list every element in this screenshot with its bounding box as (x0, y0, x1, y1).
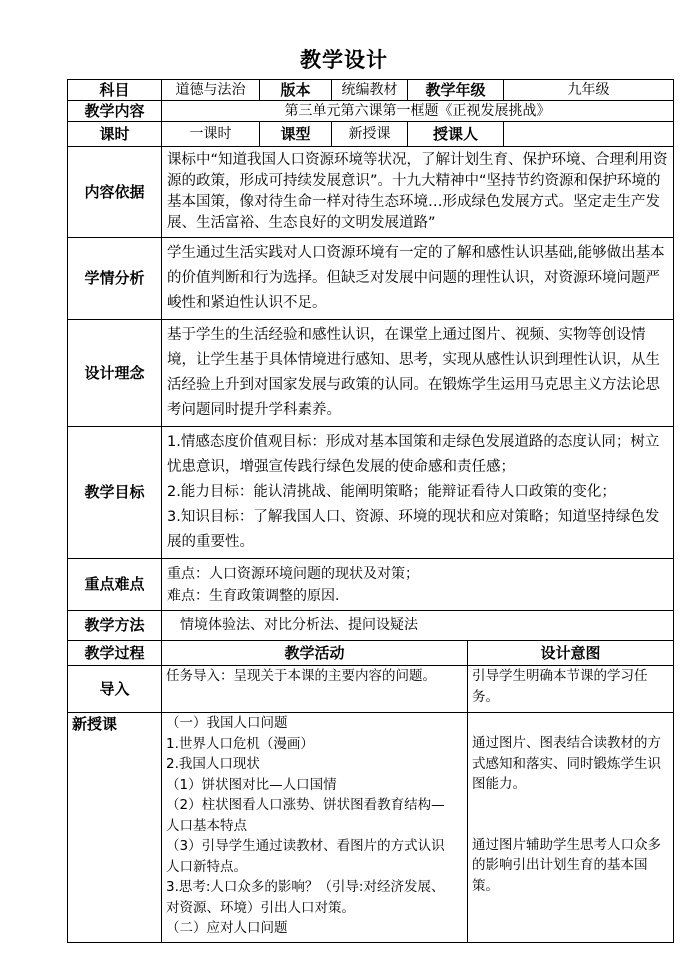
activity-line: （2）柱状图看人口涨势、饼状图看教育结构— (166, 797, 445, 813)
goals-label: 教学目标 (68, 427, 162, 559)
type-value: 新授课 (332, 122, 408, 147)
methods-text: 情境体验法、对比分析法、提问设疑法 (162, 611, 674, 641)
concept-label: 设计理念 (68, 320, 162, 427)
intent-paragraph: 通过图片辅助学生思考人口众多的影响引出计划生育的基本国策。 (472, 836, 661, 894)
keypoints-row (68, 559, 674, 611)
process-header-row (68, 641, 674, 666)
activity-line: 人口新特点。 (166, 858, 247, 875)
intro-label: 导入 (68, 666, 162, 713)
intro-intent: 引导学生明确本节课的学习任务。 (468, 666, 674, 713)
activity-line: 人口基本特点 (166, 817, 247, 834)
activity-line: 对资源、环境）引出人口对策。 (166, 899, 355, 916)
subject-label: 科目 (68, 80, 162, 101)
type-label: 课型 (260, 122, 332, 147)
lesson-plan-table (67, 79, 674, 943)
methods-label: 教学方法 (68, 611, 162, 641)
analysis-text: 学生通过生活实践对人口资源环境有一定的了解和感性认识基础,能够做出基本的价值判断和行为选择。但缺乏对发展中问题的理性认识，对资源环境问题严峻性和紧迫性认识不足。 (162, 238, 674, 320)
intro-activity: 任务导入：呈现关于本课的主要内容的问题。 (162, 666, 468, 713)
content-row (68, 101, 674, 122)
goal-item: 2.能力目标：能认清挑战、能阐明策略；能辩证看待人口政策的变化； (167, 484, 616, 500)
new-lesson-label: 新授课 (68, 713, 162, 943)
edition-label: 版本 (260, 80, 332, 101)
grade-value: 九年级 (504, 80, 674, 101)
edition-value: 统编教材 (332, 80, 408, 101)
activity-line: 1.世界人口危机（漫画） (166, 735, 314, 752)
difficulty-point: 难点：生育政策调整的原因. (167, 587, 340, 604)
basis-label: 内容依据 (68, 147, 162, 238)
period-row (68, 122, 674, 147)
new-lesson-intent (468, 713, 674, 943)
concept-row (68, 320, 674, 427)
basis-text: 课标中“知道我国人口资源环境等状况，了解计划生育、保护环境、合理利用资源的政策，形成可持续发展意识”。十九大精神中“坚持节约资源和保护环境的基本国策，像对待生命一样对待生态环境…形成绿色发展方式。坚定走生产发展、生活富裕、生态良好的文明发展道路” (162, 147, 674, 238)
period-label: 课时 (68, 122, 162, 147)
keypoints-content (162, 559, 674, 611)
analysis-row (68, 238, 674, 320)
activity-line: 3.思考:人口众多的影响？（引导:对经济发展、 (166, 879, 445, 895)
period-value: 一课时 (162, 122, 260, 147)
activity-line: 2.我国人口现状 (166, 756, 260, 772)
page-title: 教学设计 (300, 48, 388, 72)
content-value: 第三单元第六课第一框题《正视发展挑战》 (162, 101, 674, 122)
activity-line: （一）我国人口问题 (166, 715, 288, 731)
header-row (68, 80, 674, 101)
activity-line: （二）应对人口问题 (166, 920, 288, 936)
new-lesson-activity (162, 713, 468, 943)
intent-col-label: 设计意图 (468, 641, 674, 666)
activity-line: （3）引导学生通过读教材、看图片的方式认识 (166, 838, 445, 854)
keypoints-label: 重点难点 (68, 559, 162, 611)
process-col-label: 教学过程 (68, 641, 162, 666)
key-point: 重点：人口资源环境问题的现状及对策； (167, 565, 419, 582)
teacher-value (504, 122, 674, 147)
subject-value: 道德与法治 (162, 80, 260, 101)
goals-row (68, 427, 674, 559)
goal-item: 1.情感态度价值观目标：形成对基本国策和走绿色发展道路的态度认同；树立忧患意识，增强宣传践行绿色发展的使命感和责任感； (167, 434, 660, 475)
basis-row (68, 147, 674, 238)
activity-col-label: 教学活动 (162, 641, 468, 666)
new-lesson-row (68, 713, 674, 943)
methods-row (68, 611, 674, 641)
teacher-label: 授课人 (408, 122, 504, 147)
concept-text: 基于学生的生活经验和感性认识，在课堂上通过图片、视频、实物等创设情境，让学生基于具体情境进行感知、思考，实现从感性认识到理性认识，从生活经验上升到对国家发展与政策的认同。在锻炼学生运用马克思主义方法论思考问题同时提升学科素养。 (162, 320, 674, 427)
activity-line: （1）饼状图对比—人口国情 (166, 776, 337, 793)
analysis-label: 学情分析 (68, 238, 162, 320)
grade-label: 教学年级 (408, 80, 504, 101)
intent-paragraph: 通过图片、图表结合读教材的方式感知和落实、同时锻炼学生识图能力。 (472, 735, 661, 792)
content-label: 教学内容 (68, 101, 162, 122)
intro-row (68, 666, 674, 713)
goal-item: 3.知识目标：了解我国人口、资源、环境的现状和应对策略；知道坚持绿色发展的重要性。 (167, 509, 660, 550)
goals-list (162, 427, 674, 559)
